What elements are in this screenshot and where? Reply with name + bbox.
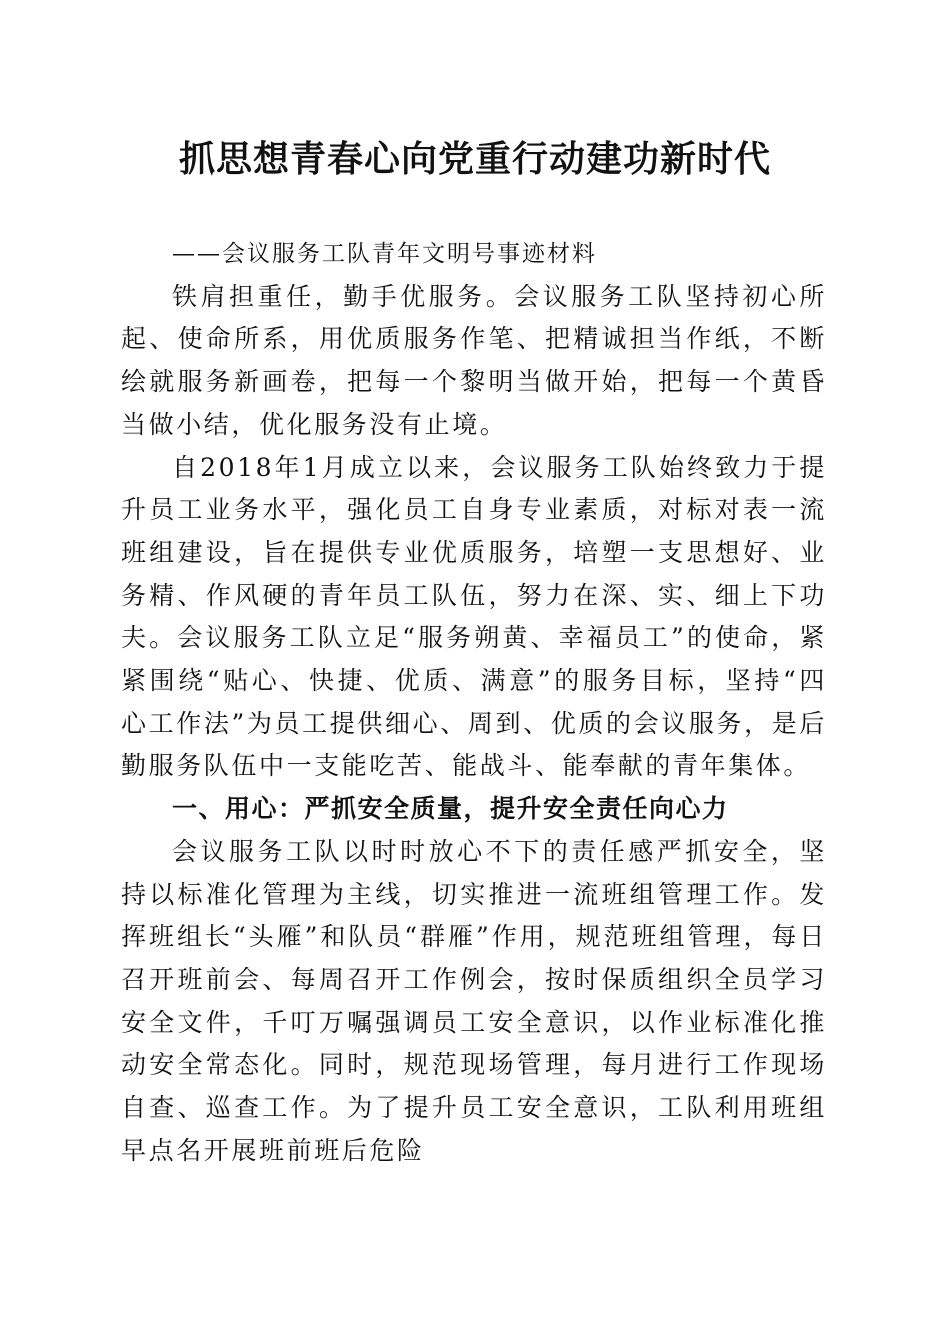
document-subtitle: ——会议服务工队青年文明号事迹材料 <box>172 241 597 267</box>
body-paragraph: 铁肩担重任，勤手优服务。会议服务工队坚持初心所起、使命所系，用优质服务作笔、把精诚担当作纸，不断绘就服务新画卷，把每一个黎明当做开始，把每一个黄昏当做小结，优化服务没有止境。 <box>121 281 827 439</box>
section-paragraph: 会议服务工队以时时放心不下的责任感严抓安全，坚持以标准化管理为主线，切实推进一流班组管理工作。发挥班组长“头雁”和队员“群雁”作用，规范班组管理，每日召开班前会、每周召开工作例会，按时保质组织全员学习安全文件，千叮万嘱强调员工安全意识，以作业标准化推动安全常态化。同时，规范现场管理，每月进行工作现场自查、巡查工作。为了提升员工安全意识，工队利用班组早点名开展班前班后危险 <box>121 836 827 1165</box>
document-title: 抓思想青春心向党重行动建功新时代 <box>178 139 771 180</box>
body-paragraph: 自2018年1月成立以来，会议服务工队始终致力于提升员工业务水平，强化员工自身专业素质，对标对表一流班组建设，旨在提供专业优质服务，培塑一支思想好、业务精、作风硬的青年员工队伍，努力在深、实、细上下功夫。会议服务工队立足“服务朔黄、幸福员工”的使命，紧紧围绕“贴心、快捷、优质、满意”的服务目标，坚持“四心工作法”为员工提供细心、周到、优质的会议服务，是后勤服务队伍中一支能吃苦、能战斗、能奉献的青年集体。 <box>121 452 827 781</box>
section-heading: 一、用心：严抓安全质量，提升安全责任向心力 <box>172 794 729 824</box>
document-body <box>121 233 827 1172</box>
